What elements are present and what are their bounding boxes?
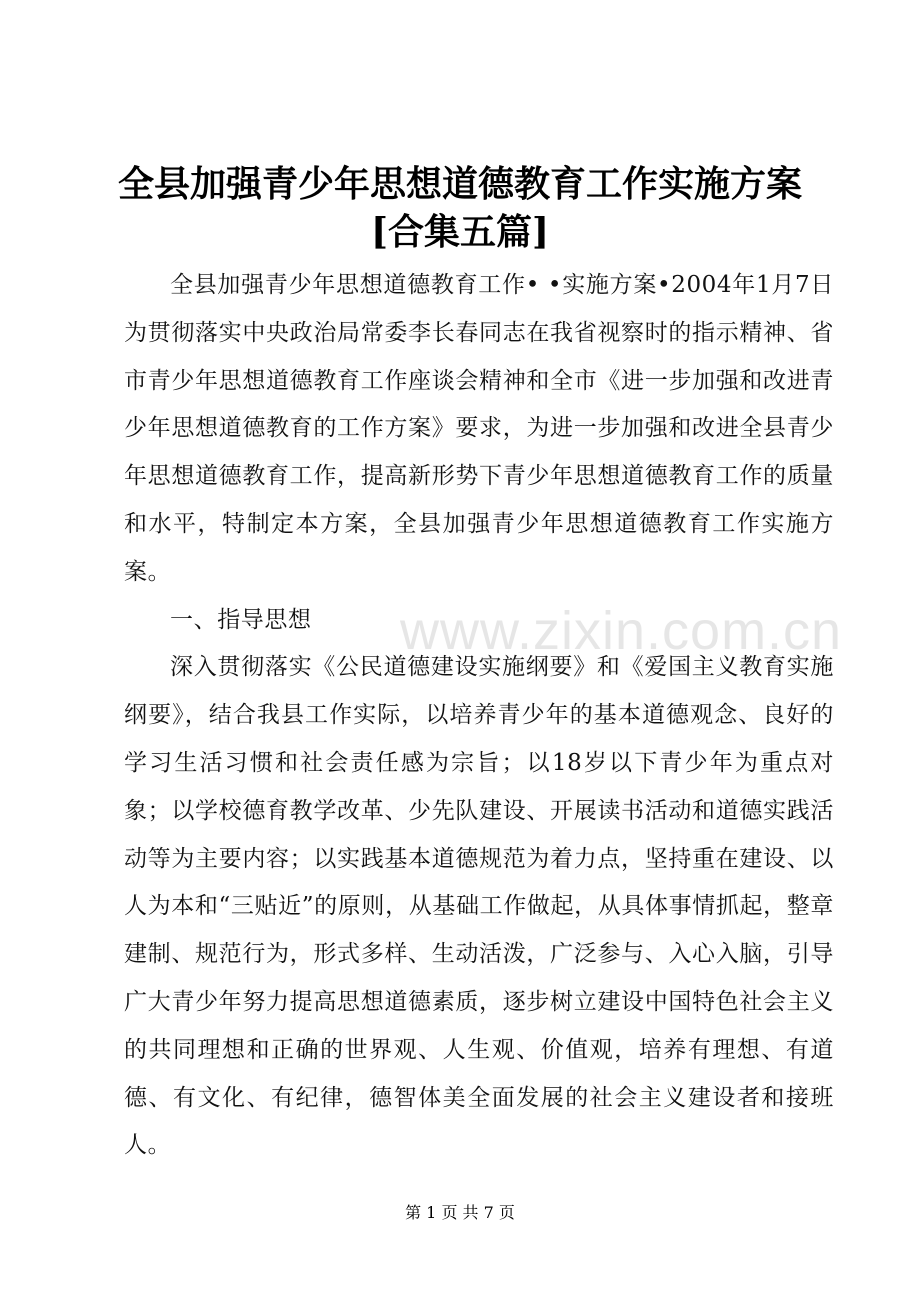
document-body (124, 262, 834, 1170)
document-title: 全县加强青少年思想道德教育工作实施方案 (117, 163, 802, 205)
page-number-footer: 第 1 页 共 7 页 (405, 1203, 515, 1222)
guiding-ideology-paragraph: 深入贯彻落实《公民道德建设实施纲要》和《爱国主义教育实施纲要》，结合我县工作实际，以培养青少年的基本道德观念、良好的学习生活习惯和社会责任感为宗旨；以18岁以下青少年为重点对象；以学校德育教学改革、少先队建设、开展读书活动和道德实践活动等为主要内容；以实践基本道德规范为着力点，坚持重在建设、以人为本和“三贴近”的原则，从基础工作做起，从具体事情抓起，整章建制、规范行为，形式多样、生动活泼，广泛参与、入心入脑，引导广大青少年努力提高思想道德素质，逐步树立建设中国特色社会主义的共同理想和正确的世界观、人生观、价值观，培养有理想、有道德、有文化、有纪律，德智体美全面发展的社会主义建设者和接班人。 (124, 654, 834, 1159)
section-heading-guiding-ideology: 一、指导思想 (170, 606, 312, 633)
intro-paragraph: 全县加强青少年思想道德教育工作• •实施方案•2004年1月7日为贯彻落实中央政治局常委李长春同志在我省视察时的指示精神、省市青少年思想道德教育工作座谈会精神和全市《进一步加强和改进青少年思想道德教育的工作方案》要求，为进一步加强和改进全县青少年思想道德教育工作，提高新形势下青少年思想道德教育工作的质量和水平，特制定本方案，全县加强青少年思想道德教育工作实施方案。 (124, 272, 834, 585)
site-watermark: www.zixin.com.cn (400, 601, 843, 661)
document-subtitle: [合集五篇] (370, 211, 550, 253)
